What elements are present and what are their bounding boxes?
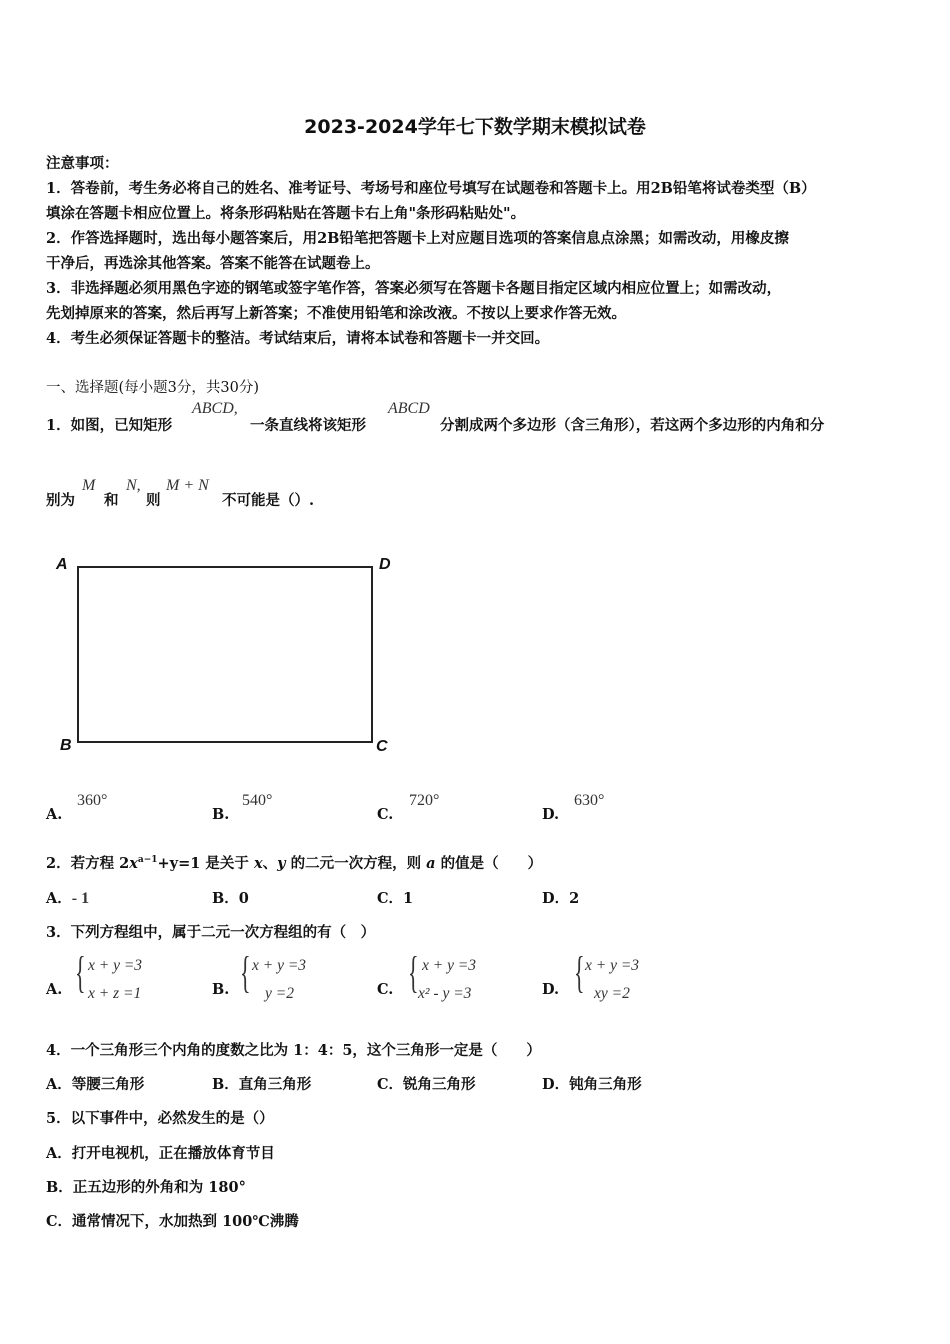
page-title: 2023-2024学年七下数学期末模拟试卷	[304, 116, 646, 138]
rectangle-figure	[77, 566, 373, 743]
q3-option-c-eq2: x² - y =3	[418, 985, 472, 1002]
q4-option-a-value: 等腰三角形	[71, 1076, 145, 1093]
q2-text-5: 的值是（ ）	[435, 855, 543, 872]
q2-text	[46, 852, 542, 873]
notice-line: 2．作答选择题时，选出每小题答案后，用2B铅笔把答题卡上对应题目选项的答案信息点涂黑；如需改动，用橡皮擦	[46, 230, 789, 247]
q1-math-abcd-2: ABCD	[388, 400, 430, 417]
q1-text-7: 不可能是（）.	[222, 492, 315, 509]
q2-option-c[interactable]	[377, 887, 413, 908]
notice-line: 3．非选择题必须用黑色字迹的钢笔或签字笔作答，答案必须写在答题卡各题目指定区域内相应位置上；如需改动，	[46, 280, 782, 297]
q3-option-c-eq1: x + y =3	[422, 957, 477, 974]
figure-label-d: D	[379, 556, 391, 573]
q1-text-3: 分割成两个多边形（含三角形），若这两个多边形的内角和分	[440, 417, 825, 434]
q4-option-b[interactable]	[212, 1073, 311, 1094]
q1-math-n: N,	[126, 477, 141, 494]
notice-line: 1．答卷前，考生务必将自己的姓名、准考证号、考场号和座位号填写在试题卷和答题卡上。用2B铅笔将试卷类型（B）	[46, 180, 816, 197]
q3-option-c-brace: {	[408, 948, 419, 997]
q1-option-b-letter[interactable]: B.	[212, 806, 230, 823]
q4-option-c[interactable]	[377, 1073, 476, 1094]
section-heading: 一、选择题(每小题3分，共30分)	[46, 380, 259, 396]
q2-var-x: x	[129, 855, 138, 872]
q5-text: 5．以下事件中，必然发生的是（）	[46, 1110, 274, 1127]
q2-var-y: y	[277, 855, 286, 872]
q2-var-x2: x	[253, 855, 263, 872]
q3-option-a-eq1: x + y =3	[88, 957, 143, 974]
q3-option-b-eq1: x + y =3	[252, 957, 307, 974]
q1-option-a-value[interactable]: 360°	[77, 792, 108, 809]
q3-option-d-eq2: xy =2	[594, 985, 630, 1002]
q4-option-d[interactable]	[542, 1073, 642, 1094]
q2-option-b-letter: B．	[212, 890, 239, 907]
q1-option-b-value[interactable]: 540°	[242, 792, 273, 809]
q1-text-4: 别为	[46, 492, 75, 509]
q4-option-a[interactable]	[46, 1073, 144, 1094]
q4-option-b-letter: B．	[212, 1076, 239, 1093]
q1-text-6: 则	[146, 492, 161, 509]
q1-option-c-value[interactable]: 720°	[409, 792, 440, 809]
figure-label-b: B	[60, 737, 72, 754]
q2-option-a-letter: A．	[46, 890, 72, 907]
q1-math-m: M	[82, 477, 96, 494]
notice-line: 4．考生必须保证答题卡的整洁。考试结束后，请将本试卷和答题卡一并交回。	[46, 330, 550, 347]
q2-option-d[interactable]	[542, 887, 579, 908]
q1-option-d-value[interactable]: 630°	[574, 792, 605, 809]
q2-option-a-value: - 1	[71, 890, 90, 907]
q2-text-4: 的二元一次方程，则	[285, 855, 427, 872]
q3-option-b-letter[interactable]: B.	[212, 981, 230, 998]
q1-text-1: 1．如图，已知矩形	[46, 417, 173, 434]
notice-line: 填涂在答题卡相应位置上。将条形码粘贴在答题卡右上角"条形码粘贴处"。	[46, 205, 526, 222]
q4-option-d-letter: D．	[542, 1076, 570, 1093]
q2-option-b[interactable]	[212, 887, 249, 908]
q5-option-c[interactable]: C．通常情况下，水加热到 100℃沸腾	[46, 1213, 299, 1230]
figure-label-c: C	[376, 738, 388, 755]
q2-option-b-value: 0	[238, 890, 249, 907]
q3-option-c-letter[interactable]: C.	[377, 981, 394, 998]
q4-option-a-letter: A．	[46, 1076, 72, 1093]
q3-text: 3．下列方程组中，属于二元一次方程组的有（ ）	[46, 924, 376, 941]
q2-option-a[interactable]	[46, 887, 89, 908]
q1-option-d-letter[interactable]: D.	[542, 806, 560, 823]
q4-option-c-value: 锐角三角形	[403, 1076, 476, 1093]
q3-option-b-eq2: y =2	[265, 985, 294, 1002]
q3-option-a-brace: {	[75, 948, 86, 997]
q3-option-d-eq1: x + y =3	[585, 957, 640, 974]
q2-option-c-value: 1	[403, 890, 414, 907]
q4-option-d-value: 钝角三角形	[569, 1076, 642, 1093]
q2-option-d-value: 2	[569, 890, 580, 907]
q1-option-a-letter[interactable]: A.	[46, 806, 63, 823]
figure-label-a: A	[56, 556, 68, 573]
q5-option-a[interactable]: A．打开电视机，正在播放体育节目	[46, 1145, 275, 1162]
q2-text-2: +y=1 是关于	[157, 855, 254, 872]
q1-text-5: 和	[104, 492, 119, 509]
q4-option-c-letter: C．	[377, 1076, 404, 1093]
notice-heading: 注意事项：	[46, 155, 119, 172]
q1-option-c-letter[interactable]: C.	[377, 806, 394, 823]
q2-var-a: a	[426, 855, 436, 872]
q5-option-b[interactable]: B．正五边形的外角和为 180°	[46, 1179, 246, 1196]
q4-option-b-value: 直角三角形	[238, 1076, 312, 1093]
q2-exponent: a−1	[137, 855, 158, 866]
notice-line: 干净后，再选涂其他答案。答案不能答在试题卷上。	[46, 255, 380, 272]
q3-option-d-letter[interactable]: D.	[542, 981, 560, 998]
q3-option-a-letter[interactable]: A.	[46, 981, 63, 998]
q2-text-3: 、	[262, 855, 278, 872]
q3-option-a-eq2: x + z =1	[88, 985, 142, 1002]
notice-line: 先划掉原来的答案，然后再写上新答案；不准使用铅笔和涂改液。不按以上要求作答无效。	[46, 305, 626, 322]
q3-option-b-brace: {	[240, 948, 251, 997]
q1-math-sum: M + N	[166, 477, 209, 494]
q2-option-d-letter: D．	[542, 890, 570, 907]
q2-option-c-letter: C．	[377, 890, 404, 907]
q3-option-d-brace: {	[574, 948, 585, 997]
q4-text: 4．一个三角形三个内角的度数之比为 1：4：5，这个三角形一定是（ ）	[46, 1042, 541, 1059]
q2-text-1: 2．若方程 2	[46, 855, 130, 872]
q1-math-abcd: ABCD,	[192, 400, 238, 417]
q1-text-2: 一条直线将该矩形	[250, 417, 366, 434]
